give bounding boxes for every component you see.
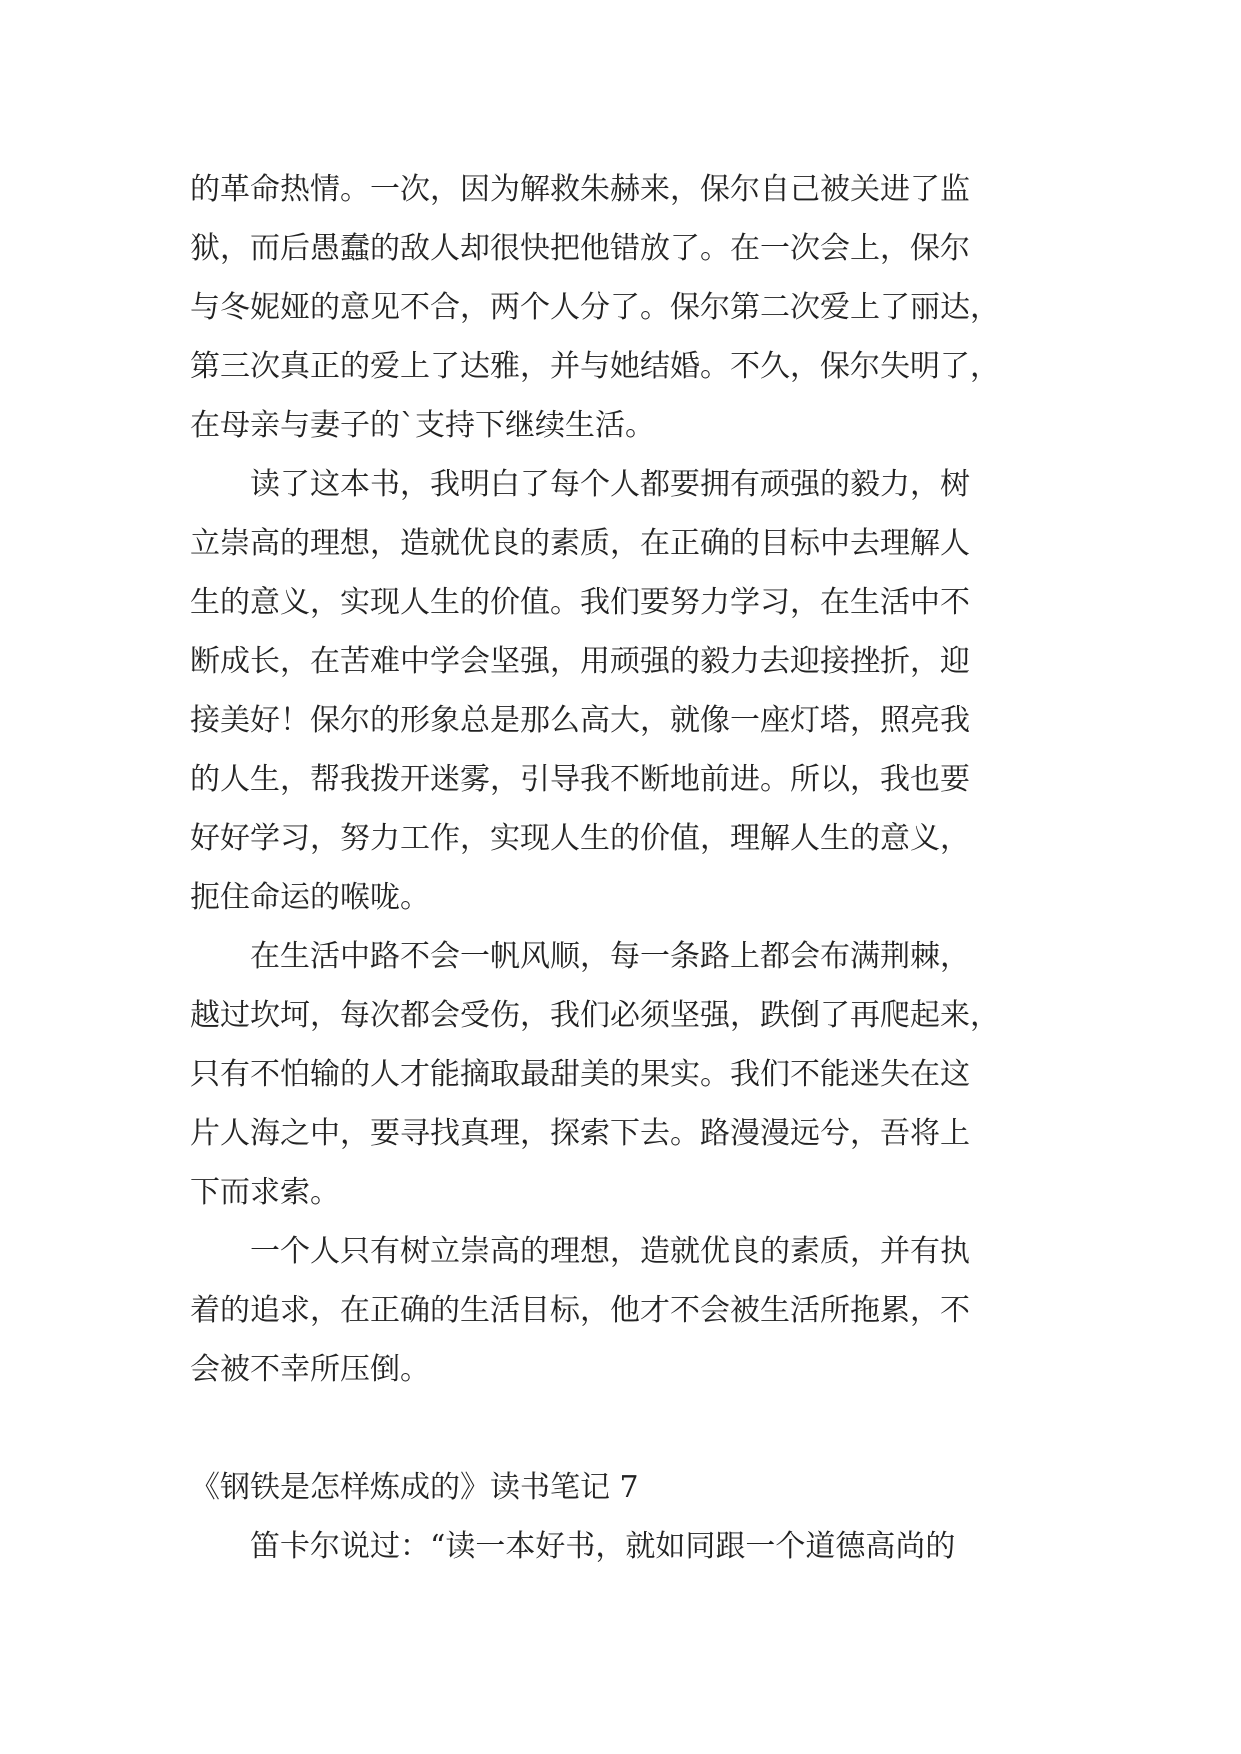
text-line: 读了这本书，我明白了每个人都要拥有顽强的毅力，树 [190, 467, 970, 502]
paragraph-3 [190, 927, 1050, 1222]
text-line: 好好学习，努力工作，实现人生的价值，理解人生的意义， [190, 821, 970, 856]
text-line: 一个人只有树立崇高的理想，造就优良的素质，并有执 [190, 1234, 970, 1269]
text-line: 的人生，帮我拨开迷雾，引导我不断地前进。所以，我也要 [190, 762, 970, 797]
blank-line [190, 1399, 1050, 1458]
text-line: 在生活中路不会一帆风顺，每一条路上都会布满荆棘， [190, 939, 970, 974]
text-line: 与冬妮娅的意见不合，两个人分了。保尔第二次爱上了丽达， [190, 290, 1000, 325]
text-line: 扼住命运的喉咙。 [190, 880, 430, 915]
text-line: 生的意义，实现人生的价值。我们要努力学习，在生活中不 [190, 585, 970, 620]
text-line: 第三次真正的爱上了达雅，并与她结婚。不久，保尔失明了， [190, 349, 1000, 384]
text-line: 只有不怕输的人才能摘取最甜美的果实。我们不能迷失在这 [190, 1057, 970, 1092]
text-line: 的革命热情。一次，因为解救朱赫来，保尔自己被关进了监 [190, 172, 970, 207]
text-line: 接美好！保尔的形象总是那么高大，就像一座灯塔，照亮我 [190, 703, 970, 738]
section-heading: 《钢铁是怎样炼成的》读书笔记 7 [190, 1470, 639, 1505]
text-line: 笛卡尔说过：“读一本好书，就如同跟一个道德高尚的 [190, 1529, 956, 1564]
text-line: 着的追求，在正确的生活目标，他才不会被生活所拖累，不 [190, 1293, 970, 1328]
text-line: 下而求索。 [190, 1175, 340, 1210]
document-body [190, 160, 1050, 1576]
text-line: 立崇高的理想，造就优良的素质，在正确的目标中去理解人 [190, 526, 970, 561]
text-line: 在母亲与妻子的`支持下继续生活。 [190, 408, 655, 443]
paragraph-2 [190, 455, 1050, 927]
paragraph-1 [190, 160, 1050, 455]
text-line: 片人海之中，要寻找真理，探索下去。路漫漫远兮，吾将上 [190, 1116, 970, 1151]
paragraph-4 [190, 1222, 1050, 1399]
text-line: 断成长，在苦难中学会坚强，用顽强的毅力去迎接挫折，迎 [190, 644, 970, 679]
text-line: 会被不幸所压倒。 [190, 1352, 430, 1387]
text-line: 狱，而后愚蠢的敌人却很快把他错放了。在一次会上，保尔 [190, 231, 970, 266]
text-line: 越过坎坷，每次都会受伤，我们必须坚强，跌倒了再爬起来， [190, 998, 1000, 1033]
